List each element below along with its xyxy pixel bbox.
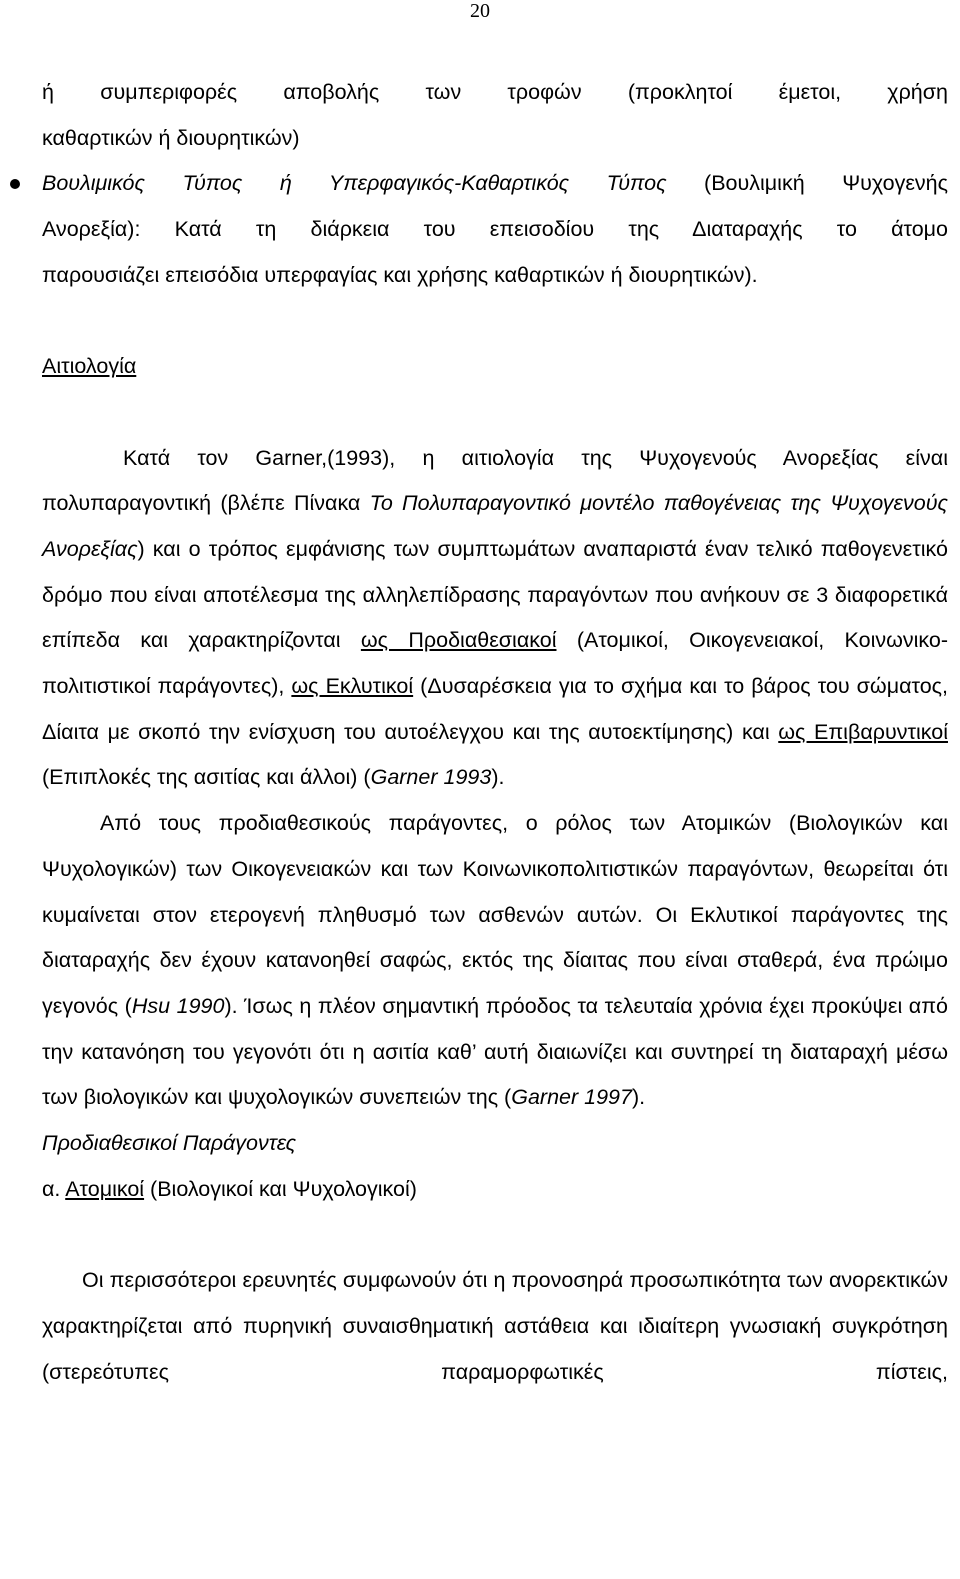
list-item-term: Ατομικοί: [65, 1176, 145, 1201]
subheading: Προδιαθεσικοί Παράγοντες: [42, 1131, 297, 1156]
text-span: ).: [631, 1085, 646, 1110]
text-span: (Δυσαρέσκεια για το σχήμα και το βάρος του σώματος, Δίαιτα με σκοπό την ενίσχυση του αυτοέλεγχου και της αυτοεκτίμησης) και: [42, 674, 948, 744]
text-span: ). Ίσως η πλέον σημαντική πρόοδος τα τελευταία χρόνια έχει προκύψει από την κατανόηση του γεγονότι ότι η ασιτία καθ’ αυτή διαιωνίζει και συντηρεί τη διαταραχή μέσω των βιολογικών και ψυχολογικών συνεπειών της (: [42, 993, 948, 1110]
paragraph-line: [42, 161, 948, 207]
text-span: (Ατομικοί, Οικογενειακοί, Κοινωνικο-πολιτιστικοί παράγοντες),: [42, 628, 949, 699]
term-perpetuating: ως Επιβαρυντικοί: [778, 719, 948, 744]
subtype-name: Βουλιμικός Τύπος ή Υπερφαγικός-Καθαρτικός Τύπος: [42, 171, 667, 196]
list-item: [42, 1167, 948, 1213]
paragraph-line: παρουσιάζει επεισόδια υπερφαγίας και χρήσης καθαρτικών ή διουρητικών).: [42, 262, 758, 287]
bullet-item: [42, 161, 948, 298]
section-heading-text: Αιτιολογία: [42, 354, 137, 379]
paragraph-line: ή συμπεριφορές αποβολής των τροφών (προκλητοί έμετοι, χρήση: [42, 80, 948, 104]
text-span: (Βουλιμική Ψυχογενής: [666, 171, 948, 196]
term-predisposing: ως Προδιαθεσιακοί: [360, 628, 557, 653]
paragraph-line: καθαρτικών ή διουρητικών): [42, 125, 300, 150]
list-marker: α.: [42, 1176, 66, 1201]
table-reference: Το Πολυπαραγοντικό μοντέλο παθογένειας της Ψυχογενούς Ανορεξίας: [42, 491, 948, 561]
citation: Garner 1997: [511, 1085, 632, 1110]
text-span: ).: [491, 765, 505, 790]
paragraph: Οι περισσότεροι ερευνητές συμφωνούν ότι η προνοσηρά προσωπικότητα των ανορεκτικών χαρακτηρίζεται από πυρηνική συναισθηματική αστάθεια και ιδιαίτερη γνωσιακή συγκρότηση (στερεότυπες παραμορφωτικές πίστεις,: [42, 1268, 948, 1384]
term-precipitating: ως Εκλυτικοί: [291, 674, 414, 699]
page-number: 20: [470, 0, 490, 22]
paragraph: [42, 436, 948, 802]
bullet-icon: [10, 179, 20, 189]
section-heading: [42, 344, 948, 390]
document-body: [42, 70, 948, 1395]
paragraph: [42, 801, 948, 1121]
paragraph-line: Ανορεξία): Κατά τη διάρκεια του επεισοδίου της Διαταραχής το άτομο: [42, 217, 948, 242]
citation: Hsu 1990: [131, 993, 225, 1018]
citation: Garner 1993: [370, 765, 492, 790]
text-span: (Επιπλοκές της ασιτίας και άλλοι) (: [42, 765, 371, 790]
text-span: (Βιολογικοί και Ψυχολογικοί): [144, 1176, 417, 1201]
text-span: ) και ο τρόπος εμφάνισης των συμπτωμάτων αναπαριστά έναν τελικό παθογενετικό δρόμο που είναι αποτέλεσμα της αλληλεπίδρασης παραγόντων που ανήκουν σε 3 διαφορετικά επίπεδα και χαρακτηρίζονται: [42, 536, 948, 653]
text-span: Κατά τον Garner,(1993), η αιτιολογία της Ψυχογενούς Ανορεξίας είναι πολυπαραγοντική (βλέπε Πίνακα: [42, 445, 948, 516]
text-span: Από τους προδιαθεσικούς παράγοντες, ο ρόλος των Ατομικών (Βιολογικών και Ψυχολογικών) των Οικογενειακών και των Κοινωνικοπολιτιστικών παραγόντων, θεωρείται ότι κυμαίνεται στον ετερογενή πληθυσμό των ασθενών αυτών. Οι Εκλυτικοί παράγοντες της διαταραχής δεν έχουν κατανοηθεί σαφώς, εκτός της δίαιτας που είναι σταθερά, ένα πρώιμο γεγονός (: [42, 811, 948, 1018]
